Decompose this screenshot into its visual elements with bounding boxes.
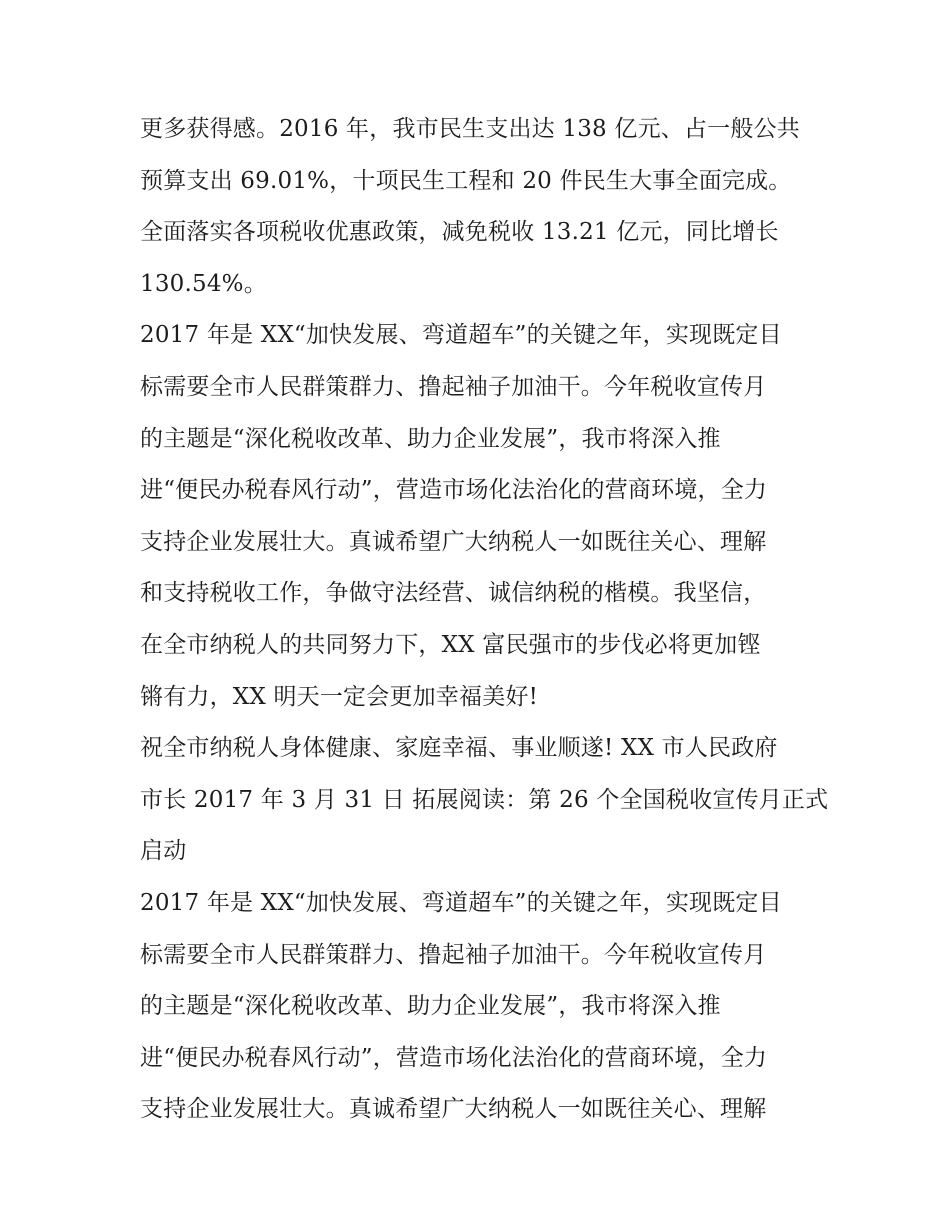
- text-line: 和支持税收工作，争做守法经营、诚信纳税的楷模。我坚信，: [140, 580, 767, 607]
- text-line: 支持企业发展壮大。真诚希望广大纳税人一如既往关心、理解: [140, 528, 767, 555]
- document-body: [140, 104, 829, 1136]
- text-line: 进“便民办税春风行动”，营造市场化法治化的营商环境，全力: [140, 1044, 768, 1071]
- text-line: 在全市纳税人的共同努力下，XX 富民强市的步伐必将更加铿: [140, 631, 761, 658]
- text-line: 预算支出 69.01%，十项民生工程和 20 件民生大事全面完成。: [140, 167, 792, 194]
- text-line: 祝全市纳税人身体健康、家庭幸福、事业顺遂! XX 市人民政府: [140, 735, 778, 762]
- text-line: 2017 年是 XX“加快发展、弯道超车”的关键之年，实现既定目: [140, 322, 782, 349]
- text-line: 更多获得感。2016 年，我市民生支出达 138 亿元、占一般公共: [140, 116, 800, 142]
- text-line: 锵有力，XX 明天一定会更加幸福美好!: [140, 683, 539, 710]
- text-line: 标需要全市人民群策群力、撸起袖子加油干。今年税收宣传月: [140, 373, 767, 400]
- text-line: 进“便民办税春风行动”，营造市场化法治化的营商环境，全力: [140, 477, 768, 504]
- text-line: 的主题是“深化税收改革、助力企业发展”，我市将深入推: [140, 993, 721, 1020]
- text-line: 2017 年是 XX“加快发展、弯道超车”的关键之年，实现既定目: [140, 889, 782, 916]
- text-line: 启动: [140, 838, 187, 865]
- text-line: 标需要全市人民群策群力、撸起袖子加油干。今年税收宣传月: [140, 941, 767, 968]
- text-line: 市长 2017 年 3 月 31 日 拓展阅读：第 26 个全国税收宣传月正式: [140, 786, 829, 813]
- text-line: 支持企业发展壮大。真诚希望广大纳税人一如既往关心、理解: [140, 1096, 767, 1123]
- text-line: 全面落实各项税收优惠政策，减免税收 13.21 亿元，同比增长: [140, 219, 779, 246]
- text-line: 的主题是“深化税收改革、助力企业发展”，我市将深入推: [140, 425, 721, 452]
- text-line: 130.54%。: [140, 270, 267, 297]
